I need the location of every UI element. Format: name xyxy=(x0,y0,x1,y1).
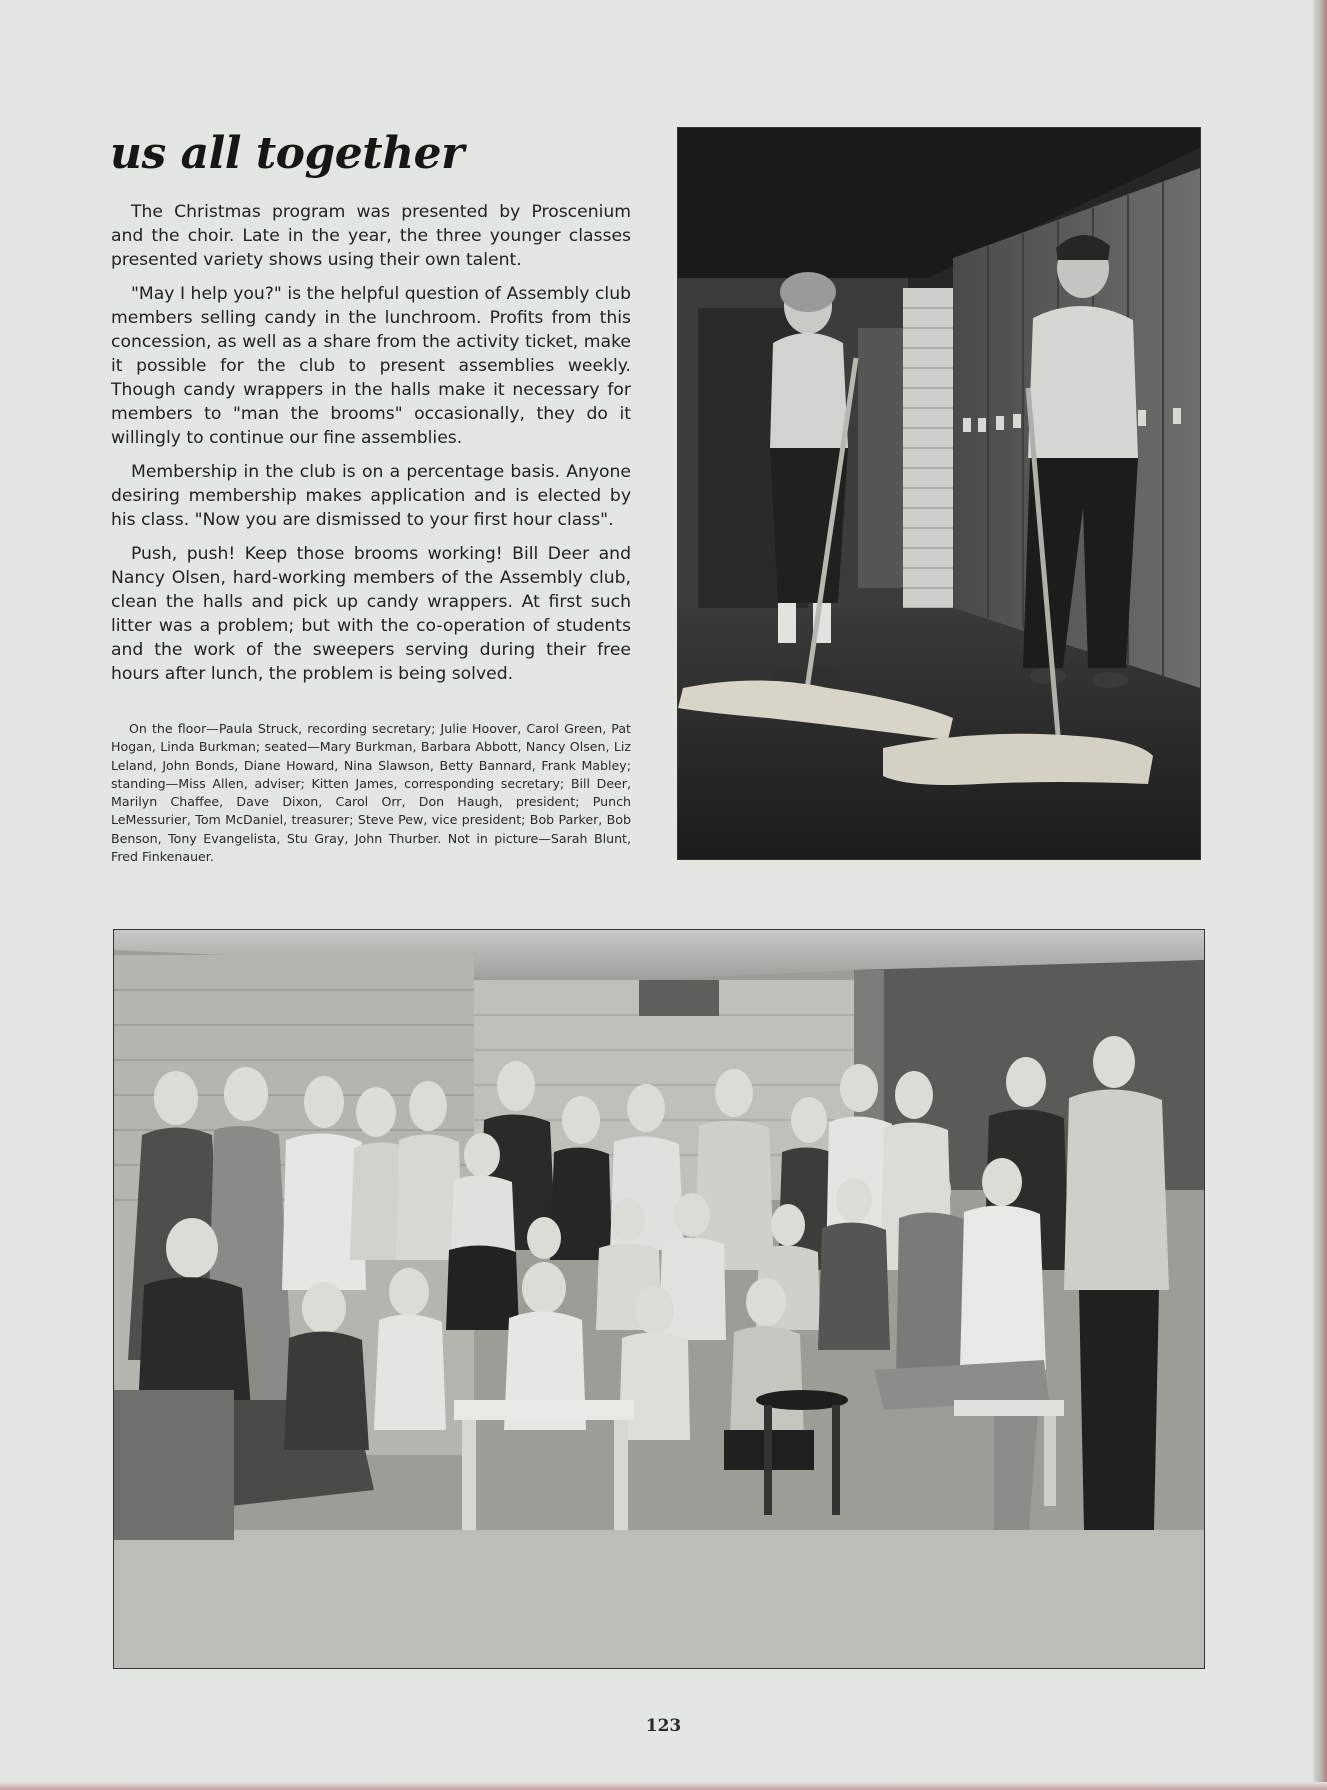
page-edge xyxy=(1313,0,1327,1790)
assembly-club-group-photo xyxy=(114,930,1204,1668)
body-text xyxy=(111,200,631,696)
paragraph-sweepers: Push, push! Keep those brooms working! Bill Deer and Nancy Olsen, hard-working members of the Assembly club, clean the halls and pick up candy wrappers. At first such litter was a problem; but with the co-operation of students and the work of the sweepers serving during their free hours after lunch, the problem is being solved. xyxy=(111,544,631,684)
paragraph-candy-sales: "May I help you?" is the helpful question of Assembly club members selling candy in the lunchroom. Profits from this concession, as well as a share from the activity ticket, make it possible for the club to present assemblies weekly. Though candy wrappers in the halls make it necessary for members to "man the brooms" occasionally, they do it willingly to continue our fine assemblies. xyxy=(111,284,631,448)
paragraph-christmas-program: The Christmas program was presented by Proscenium and the choir. Late in the year, the three younger classes presented variety shows using their own talent. xyxy=(111,202,631,270)
group-photo-illustration xyxy=(114,930,1204,1668)
page-bottom-edge xyxy=(0,1782,1327,1790)
sweepers-photo-illustration xyxy=(678,128,1200,859)
group-photo-caption: On the floor—Paula Struck, recording secretary; Julie Hoover, Carol Green, Pat Hogan, Linda Burkman; seated—Mary Burkman, Barbara Abbott, Nancy Olsen, Liz Leland, John Bonds, Diane Howard, Nina Slawson, Betty Bannard, Frank Mabley; standing—Miss Allen, adviser; Kitten James, corresponding secretary; Bill Deer, Marilyn Chaffee, Dave Dixon, Carol Orr, Don Haugh, president; Punch LeMessurier, Tom McDaniel, treasurer; Steve Pew, vice president; Bob Parker, Bob Benson, Tony Evangelista, Stu Gray, John Thurber. Not in picture—Sarah Blunt, Fred Finkenauer. xyxy=(111,721,631,865)
sweepers-photo xyxy=(678,128,1200,859)
page-heading: us all together xyxy=(110,128,464,179)
paragraph-membership: Membership in the club is on a percentage basis. Anyone desiring membership makes application and is elected by his class. "Now you are dismissed to your first hour class". xyxy=(111,462,631,530)
page-number: 123 xyxy=(645,1716,682,1736)
